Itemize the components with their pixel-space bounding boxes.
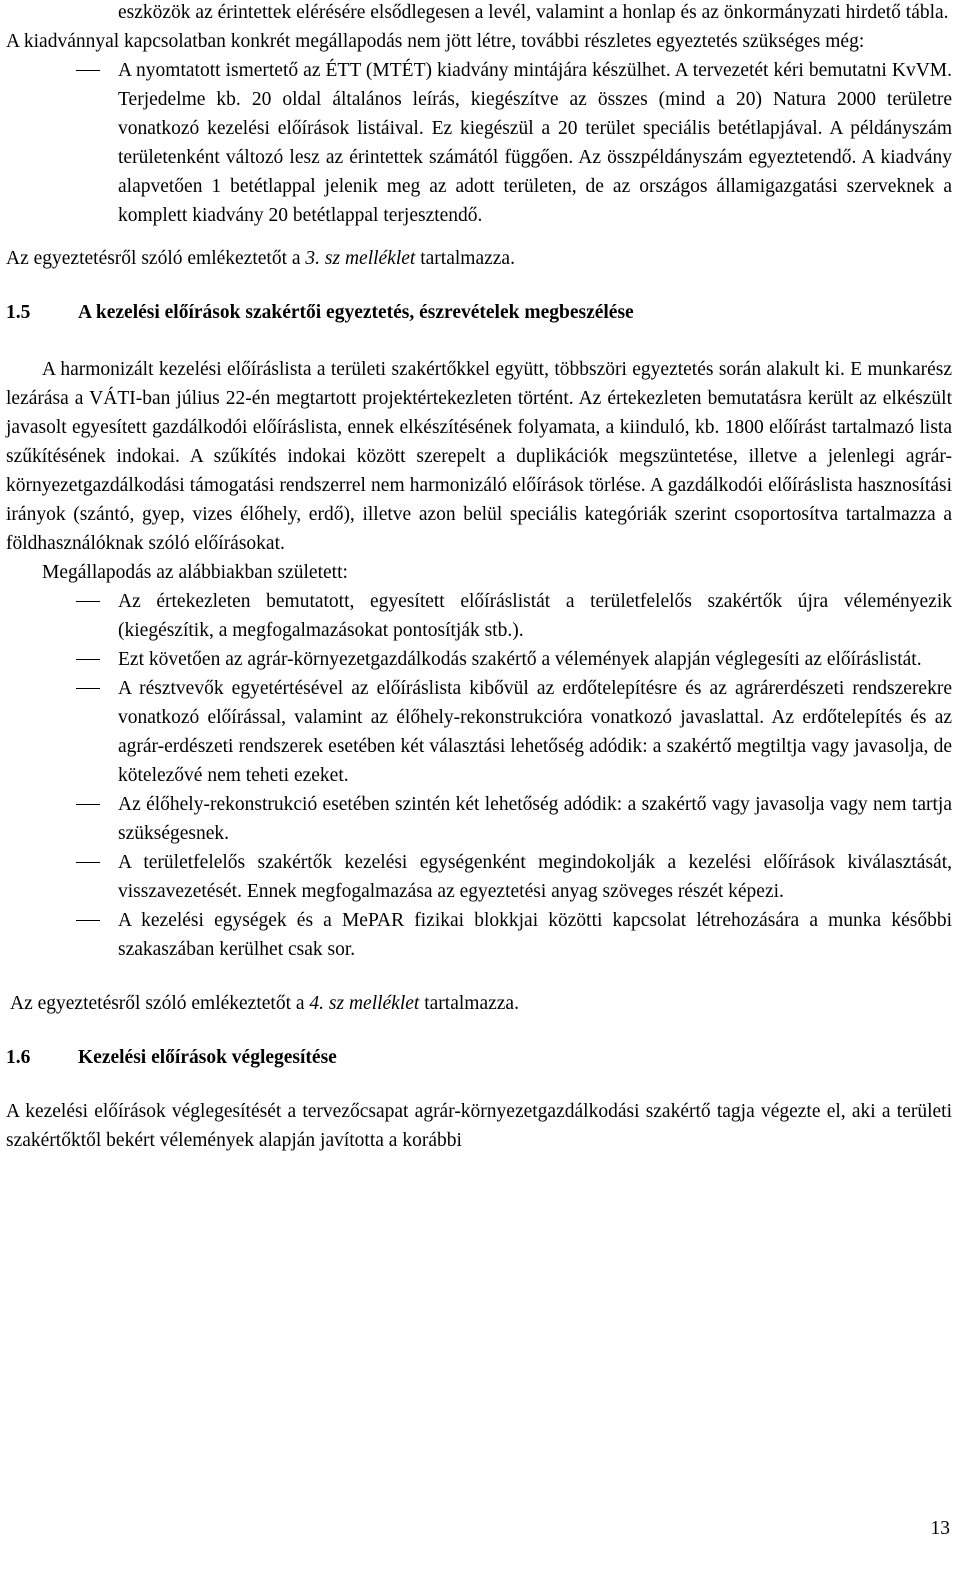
list-item-text: A kezelési egységek és a MePAR fizikai blokkjai közötti kapcsolat létrehozására a munka későbbi szakaszában kerülhet csak sor. xyxy=(118,910,952,960)
list-item xyxy=(6,56,952,230)
dash-bullet-icon xyxy=(76,804,100,805)
list-item xyxy=(6,790,952,848)
page-number: 13 xyxy=(930,1518,950,1539)
continuation-text: eszközök az érintettek elérésére elsődlegesen a levél, valamint a honlap és az önkormányzati hirdető tábla. xyxy=(118,2,949,23)
dash-bullet-icon xyxy=(76,70,100,71)
section-title: A kezelési előírások szakértői egyeztetés, észrevételek megbeszélése xyxy=(78,302,634,323)
section-paragraph: A kezelési előírások véglegesítését a tervezőcsapat agrár-környezetgazdálkodási szakértő tagja végezte el, aki a területi szakértőktől bekért vélemények alapján javította a korábbi xyxy=(6,1101,952,1151)
memo-reference: Az egyeztetésről szóló emlékeztetőt a 4. sz melléklet tartalmazza. xyxy=(10,993,519,1014)
section-heading-1-5 xyxy=(6,298,952,327)
annex-reference: 3. sz melléklet xyxy=(305,248,416,269)
dash-bullet-icon xyxy=(76,659,100,660)
dash-bullet-icon xyxy=(76,688,100,689)
list-item xyxy=(6,906,952,964)
list-item-text: Ezt követően az agrár-környezetgazdálkodás szakértő a vélemények alapján véglegesíti az előíráslistát. xyxy=(118,649,922,670)
agreement-intro: A kiadvánnyal kapcsolatban konkrét megállapodás nem jött létre, további részletes egyeztetés szükséges még: xyxy=(6,31,865,52)
document-page xyxy=(6,0,952,1155)
list-item xyxy=(6,848,952,906)
dash-bullet-icon xyxy=(76,862,100,863)
list-item xyxy=(6,645,952,674)
section-paragraph: A harmonizált kezelési előíráslista a területi szakértőkkel együtt, többszöri egyeztetés során alakult ki. E munkarész lezárása a VÁTI-ban július 22-én megtartott projektértekezleten történt. Az értekezleten bemutatásra került az elkészült javasolt egyesített gazdálkodói előíráslista, ennek elkészítésének folyamata, a kiinduló, kb. 1800 előírást tartalmazó lista szűkítésének indokai. A szűkítés indokai között szerepelt a duplikációk megszüntetése, illetve a jelenlegi agrár-környezetgazdálkodási támogatási rendszerrel nem harmonizáló előírások törlése. A gazdálkodói előíráslista hasznosítási irányok (szántó, gyep, vizes élőhely, erdő), illetve azon belül speciális kategóriák szerint csoportosítva tartalmazza a földhasználóknak szóló előírásokat. xyxy=(6,359,952,554)
section-number: 1.5 xyxy=(6,302,31,323)
list-item xyxy=(6,587,952,645)
dash-bullet-icon xyxy=(76,601,100,602)
list-item xyxy=(6,674,952,790)
list-item-text: A résztvevők egyetértésével az előíráslista kibővül az erdőtelepítésre és az agrárerdészeti rendszerekre vonatkozó előírással, valamint az élőhely-rekonstrukcióra vonatkozó javaslattal. Az erdőtelepítés és az agrár-erdészeti rendszerek esetében két választási lehetőség adódik: a szakértő megtiltja vagy javasolja, de kötelezővé nem teheti ezeket. xyxy=(118,678,952,786)
dash-bullet-icon xyxy=(76,920,100,921)
list-item-text: A területfelelős szakértők kezelési egységenként megindokolják a kezelési előírások kiválasztását, visszavezetését. Ennek megfogalmazása az egyeztetési anyag szöveges részét képezi. xyxy=(118,852,952,902)
memo-reference: Az egyeztetésről szóló emlékeztetőt a 3. sz melléklet tartalmazza. xyxy=(6,248,515,269)
section-title: Kezelési előírások véglegesítése xyxy=(78,1047,337,1068)
list-item-text: Az értekezleten bemutatott, egyesített előíráslistát a területfelelős szakértők újra véleményezik (kiegészítik, a megfogalmazásokat pontosítják stb.). xyxy=(118,591,952,641)
annex-reference: 4. sz melléklet xyxy=(309,993,420,1014)
list-item-text: Az élőhely-rekonstrukció esetében szintén két lehetőség adódik: a szakértő vagy javasolja vagy nem tartja szükségesnek. xyxy=(118,794,952,844)
agreement-label: Megállapodás az alábbiakban született: xyxy=(42,562,348,583)
list-item-text: A nyomtatott ismertető az ÉTT (MTÉT) kiadvány mintájára készülhet. A tervezetét kéri bemutatni KvVM. Terjedelme kb. 20 oldal általános leírás, kiegészítve az összes (mind a 20) Natura 2000 területre vonatkozó kezelési előírások listáival. Ez kiegészül a 20 terület speciális betétlapjával. A példányszám területenként változó lesz az érintettek számától függően. Az összpéldányszám egyeztetendő. A kiadvány alapvetően 1 betétlappal jelenik meg az adott területen, de az országos államigazgatási szerveknek a komplett kiadvány 20 betétlappal terjesztendő. xyxy=(118,60,952,226)
section-heading-1-6 xyxy=(6,1043,952,1072)
section-number: 1.6 xyxy=(6,1047,31,1068)
